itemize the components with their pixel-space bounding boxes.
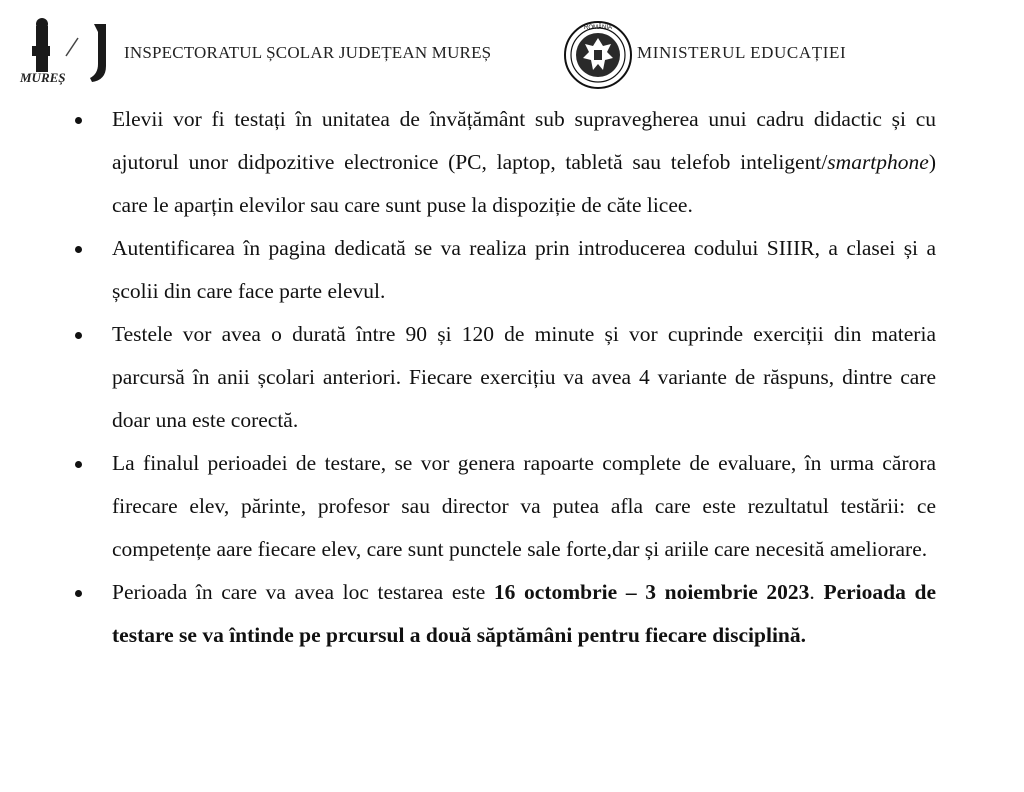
ministry-seal-icon [563,20,633,90]
bullet-icon [75,332,82,339]
bullet-item [0,227,1024,313]
document-header [0,0,1024,100]
bullet-icon [75,246,82,253]
bullet-item [0,571,1024,657]
svg-text:ROMÂNIA: ROMÂNIA [583,25,613,31]
item-text-italic: smartphone [827,150,929,174]
bullet-icon [75,590,82,597]
bullet-icon [75,461,82,468]
svg-text:MUREȘ: MUREȘ [20,70,66,85]
item-text: Perioada în care va avea loc testarea este [112,580,494,604]
item-text: Autentificarea în pagina dedicată se va realiza prin introducerea codului SIIIR, a clasei și a școlii din care face parte elevul. [112,236,936,303]
bullet-list [0,98,1024,657]
bullet-item [0,442,1024,571]
bullet-item [0,313,1024,442]
isj-logo [18,18,118,98]
testing-dates: 16 octombrie – 3 noiembrie 2023 [493,580,810,604]
isj-title: INSPECTORATUL ȘCOLAR JUDEȚEAN MUREȘ [124,43,492,62]
item-text: Testele vor avea o durată între 90 și 120 de minute și vor cuprinde exerciții din materia parcursă în anii școlari anteriori. Fiecare exercițiu va avea 4 variante de răspuns, dintre care doar una este corectă. [112,322,936,432]
bullet-item [0,98,1024,227]
item-text: . [809,580,824,604]
bullet-icon [75,117,82,124]
item-text: La finalul perioadei de testare, se vor genera rapoarte complete de evaluare, în urma cărora firecare elev, părinte, profesor sau director va putea afla care este rezultatul testării: ce competențe aare fiecare elev, care sunt punctele sale forte,dar și ariile care necesită ameliorare. [112,451,936,561]
item-text: ) care le aparțin elevilor sau care sunt puse la dispoziție de căte licee. [112,150,936,217]
ministry-title: MINISTERUL EDUCAȚIEI [637,43,847,62]
document-body [0,98,1024,657]
testing-period-note: Perioada de testare se va întinde pe prcursul a două săptămâni pentru fiecare disciplină. [112,580,936,647]
item-text: Elevii vor fi testați în unitatea de învățământ sub supravegherea unui cadru didactic și cu ajutorul unor didpozitive electronice (PC, laptop, tabletă sau telefob inteligent/ [112,107,936,174]
